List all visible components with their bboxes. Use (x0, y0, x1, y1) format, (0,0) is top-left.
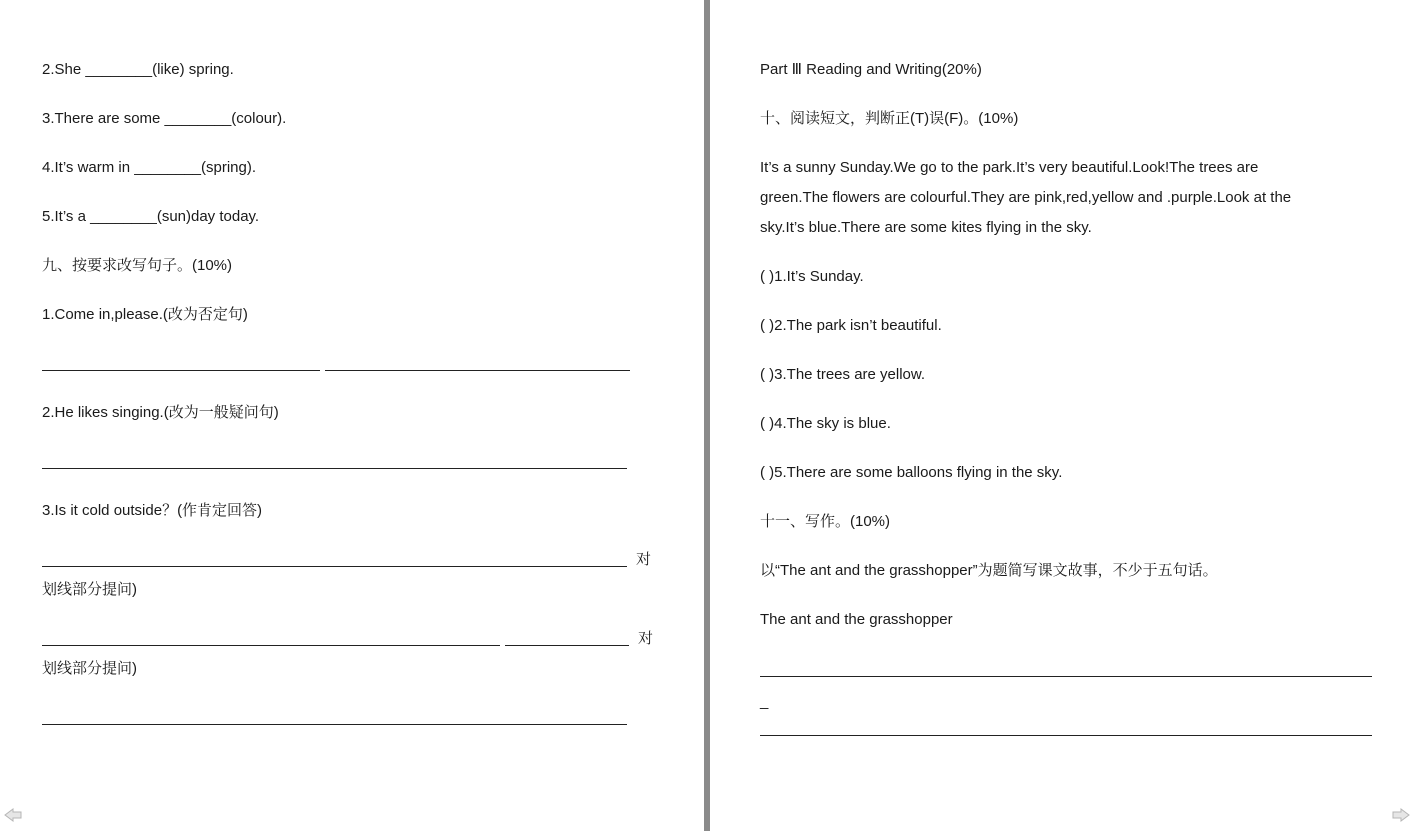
question-3: 3.There are some ________(colour). (42, 110, 287, 127)
answer-line (42, 645, 500, 646)
true-false-3: ( )3.The trees are yellow. (760, 366, 926, 383)
writing-line (760, 735, 1372, 736)
question-5: 5.It’s a ________(sun)day today. (42, 208, 260, 225)
rewrite-1: 1.Come in,please.(改为否定句) (42, 306, 248, 323)
rewrite-3: 3.Is it cold outside？(作肯定回答) (42, 502, 263, 519)
answer-line (42, 370, 320, 371)
right-page (710, 0, 1418, 831)
writing-title: The ant and the grasshopper (760, 611, 953, 628)
answer-line (42, 724, 627, 725)
left-arrow-icon (4, 807, 22, 823)
true-false-1: ( )1.It’s Sunday. (760, 268, 864, 285)
right-arrow-icon (1392, 807, 1410, 823)
answer-line (325, 370, 630, 371)
true-false-4: ( )4.The sky is blue. (760, 415, 891, 432)
passage-line-2: green.The flowers are colourful.They are pink,red,yellow and .purple.Look at the (760, 189, 1292, 206)
rewrite-2: 2.He likes singing.(改为一般疑问句) (42, 404, 279, 421)
writing-line (760, 676, 1372, 677)
next-page-button[interactable] (1392, 807, 1410, 823)
rewrite-5-suffix: 对 (638, 630, 654, 647)
stray-mark: _ (760, 693, 769, 710)
prev-page-button[interactable] (4, 807, 22, 823)
answer-line (42, 468, 627, 469)
question-2: 2.She ________(like) spring. (42, 61, 234, 78)
writing-prompt: 以“The ant and the grasshopper”为题简写课文故事，不少于五句话。 (760, 562, 1218, 579)
true-false-5: ( )5.There are some balloons flying in the sky. (760, 464, 1063, 481)
question-4: 4.It’s warm in ________(spring). (42, 159, 256, 176)
section-9-title: 九、按要求改写句子。(10%) (42, 257, 233, 274)
passage-line-3: sky.It’s blue.There are some kites flying in the sky. (760, 219, 1092, 236)
passage-line-1: It’s a sunny Sunday.We go to the park.It’s very beautiful.Look!The trees are (760, 159, 1259, 176)
left-page (0, 0, 704, 831)
answer-line (42, 566, 627, 567)
rewrite-4-continuation: 划线部分提问) (42, 581, 137, 598)
part-title: Part Ⅲ Reading and Writing(20%) (760, 61, 982, 78)
section-11-title: 十一、写作。(10%) (760, 513, 891, 530)
rewrite-5-continuation: 划线部分提问) (42, 660, 137, 677)
rewrite-4-suffix: 对 (636, 551, 652, 568)
answer-line (505, 645, 629, 646)
true-false-2: ( )2.The park isn’t beautiful. (760, 317, 942, 334)
section-10-title: 十、阅读短文，判断正(T)误(F)。(10%) (760, 110, 1019, 127)
